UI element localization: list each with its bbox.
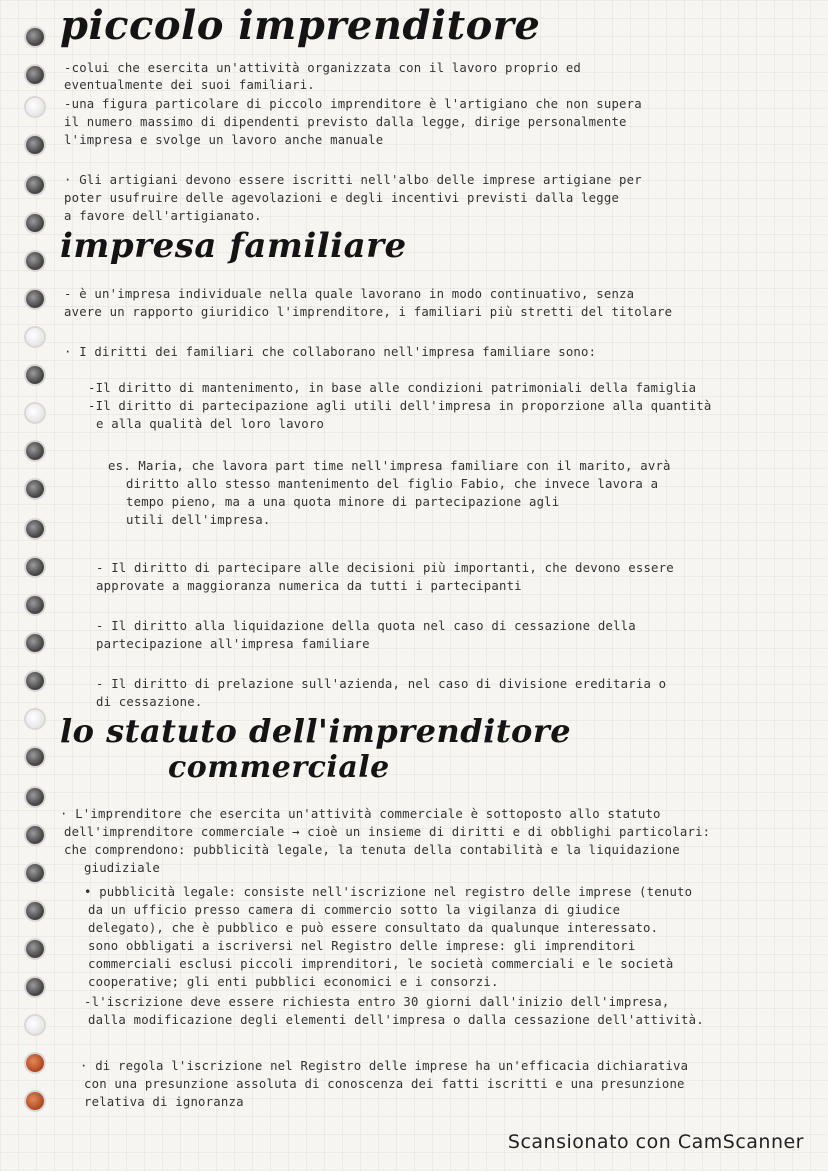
text-line: approvate a maggioranza numerica da tutti i partecipanti bbox=[96, 579, 522, 593]
text-line: -una figura particolare di piccolo imprenditore è l'artigiano che non supera bbox=[64, 97, 642, 111]
text-line: l'impresa e svolge un lavoro anche manuale bbox=[64, 133, 384, 147]
text-line: -colui che esercita un'attività organizzata con il lavoro proprio ed bbox=[64, 61, 582, 75]
text-line: -Il diritto di mantenimento, in base alle condizioni patrimoniali della famiglia bbox=[88, 381, 697, 395]
binder-hole bbox=[26, 66, 44, 84]
text-line: - è un'impresa individuale nella quale lavorano in modo continuativo, senza bbox=[64, 287, 635, 301]
binder-hole bbox=[26, 902, 44, 920]
text-line: delegato), che è pubblico e può essere consultato da qualunque interessato. bbox=[88, 921, 659, 935]
text-line: il numero massimo di dipendenti previsto dalla legge, dirige personalmente bbox=[64, 115, 627, 129]
text-line: cooperative; gli enti pubblici economici e i consorzi. bbox=[88, 975, 499, 989]
binder-hole bbox=[26, 28, 44, 46]
text-line: • pubblicità legale: consiste nell'iscrizione nel registro delle imprese (tenuto bbox=[84, 885, 693, 899]
text-line: dalla modificazione degli elementi dell'impresa o dalla cessazione dell'attività. bbox=[88, 1013, 704, 1027]
binder-hole bbox=[26, 864, 44, 882]
text-line: poter usufruire delle agevolazioni e degli incentivi previsti dalla legge bbox=[64, 191, 620, 205]
text-line: a favore dell'artigianato. bbox=[64, 209, 262, 223]
text-line: -Il diritto di partecipazione agli utili dell'impresa in proporzione alla quantità bbox=[88, 399, 712, 413]
text-line: · di regola l'iscrizione nel Registro delle imprese ha un'efficacia dichiarativa bbox=[80, 1059, 689, 1073]
text-line: avere un rapporto giuridico l'imprenditore, i familiari più stretti del titolare bbox=[64, 305, 673, 319]
heading-statuto-line1: lo statuto dell'imprenditore bbox=[60, 712, 572, 750]
text-line: commerciali esclusi piccoli imprenditori, le società commerciali e le società bbox=[88, 957, 674, 971]
text-line: di cessazione. bbox=[96, 695, 203, 709]
binder-hole bbox=[26, 1016, 44, 1034]
text-line: da un ufficio presso camera di commercio sotto la vigilanza di giudice bbox=[88, 903, 621, 917]
binder-holes bbox=[26, 20, 52, 1120]
text-line: diritto allo stesso mantenimento del figlio Fabio, che invece lavora a bbox=[126, 477, 659, 491]
binder-hole bbox=[26, 710, 44, 728]
text-line: partecipazione all'impresa familiare bbox=[96, 637, 370, 651]
binder-hole bbox=[26, 596, 44, 614]
text-line: giudiziale bbox=[84, 861, 161, 875]
binder-hole bbox=[26, 442, 44, 460]
binder-hole bbox=[26, 672, 44, 690]
binder-hole bbox=[26, 558, 44, 576]
binder-hole bbox=[26, 404, 44, 422]
text-line: · Gli artigiani devono essere iscritti nell'albo delle imprese artigiane per bbox=[64, 173, 642, 187]
binder-hole bbox=[26, 480, 44, 498]
binder-hole bbox=[26, 366, 44, 384]
text-line: dell'imprenditore commerciale → cioè un insieme di diritti e di obblighi particolari: bbox=[64, 825, 711, 839]
binder-hole bbox=[26, 290, 44, 308]
text-line: · L'imprenditore che esercita un'attività commerciale è sottoposto allo statuto bbox=[60, 807, 661, 821]
binder-hole bbox=[26, 98, 44, 116]
text-line: -l'iscrizione deve essere richiesta entro 30 giorni dall'inizio dell'impresa, bbox=[84, 995, 670, 1009]
binder-hole bbox=[26, 176, 44, 194]
binder-hole bbox=[26, 1092, 44, 1110]
text-line: sono obbligati a iscriversi nel Registro delle imprese: gli imprenditori bbox=[88, 939, 636, 953]
binder-hole bbox=[26, 214, 44, 232]
binder-hole bbox=[26, 520, 44, 538]
text-line: tempo pieno, ma a una quota minore di partecipazione agli bbox=[126, 495, 560, 509]
binder-hole bbox=[26, 136, 44, 154]
binder-hole bbox=[26, 328, 44, 346]
text-line: - Il diritto di partecipare alle decisioni più importanti, che devono essere bbox=[96, 561, 674, 575]
binder-hole bbox=[26, 634, 44, 652]
text-line: utili dell'impresa. bbox=[126, 513, 271, 527]
heading-statuto-line2: commerciale bbox=[168, 750, 390, 785]
heading-piccolo-imprenditore: piccolo imprenditore bbox=[60, 2, 541, 49]
binder-hole bbox=[26, 788, 44, 806]
heading-impresa-familiare: impresa familiare bbox=[60, 226, 407, 266]
scanner-watermark: Scansionato con CamScanner bbox=[507, 1131, 804, 1153]
text-line: es. Maria, che lavora part time nell'impresa familiare con il marito, avrà bbox=[108, 459, 671, 473]
text-line: relativa di ignoranza bbox=[84, 1095, 244, 1109]
text-line: con una presunzione assoluta di conoscenza dei fatti iscritti e una presunzione bbox=[84, 1077, 685, 1091]
text-line: - Il diritto di prelazione sull'azienda, nel caso di divisione ereditaria o bbox=[96, 677, 667, 691]
binder-hole bbox=[26, 940, 44, 958]
binder-hole bbox=[26, 1054, 44, 1072]
binder-hole bbox=[26, 748, 44, 766]
binder-hole bbox=[26, 978, 44, 996]
binder-hole bbox=[26, 826, 44, 844]
text-line: che comprendono: pubblicità legale, la tenuta della contabilità e la liquidazione bbox=[64, 843, 680, 857]
text-line: - Il diritto alla liquidazione della quota nel caso di cessazione della bbox=[96, 619, 636, 633]
binder-hole bbox=[26, 252, 44, 270]
text-line: eventualmente dei suoi familiari. bbox=[64, 78, 315, 92]
text-line: e alla qualità del loro lavoro bbox=[96, 417, 325, 431]
text-line: · I diritti dei familiari che collaborano nell'impresa familiare sono: bbox=[64, 345, 597, 359]
